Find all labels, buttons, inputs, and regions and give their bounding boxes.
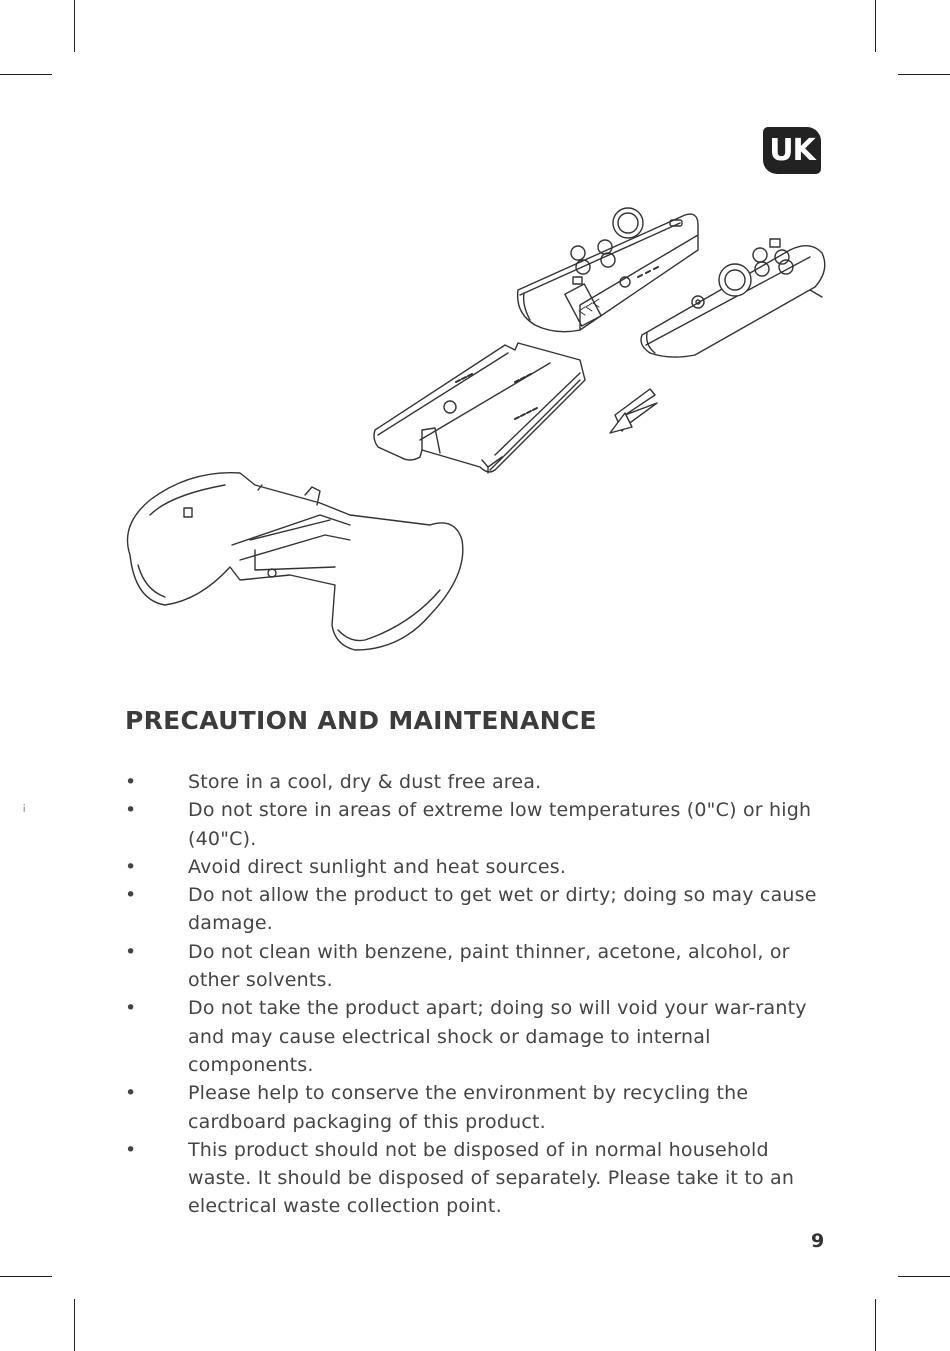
list-item-text: Store in a cool, dry & dust free area. — [188, 771, 542, 793]
crop-mark-top-left-horizontal — [0, 74, 52, 75]
page-number: 9 — [811, 1230, 825, 1252]
left-joycon-drawing — [518, 208, 698, 332]
list-item-text: Do not allow the product to get wet or dirty; doing so may cause damage. — [188, 884, 817, 935]
list-item-text: Do not store in areas of extreme low temperatures (0"C) or high (40"C). — [188, 799, 812, 850]
bullet: • — [125, 940, 137, 963]
list-item — [125, 1136, 830, 1221]
list-item — [125, 1079, 830, 1136]
controller-grip-illustration — [110, 195, 840, 665]
list-item-text: Please help to conserve the environment by recycling the cardboard packaging of this product. — [188, 1082, 749, 1133]
bullet: • — [125, 855, 137, 878]
crop-mark-bottom-right-horizontal — [898, 1276, 950, 1277]
list-item — [125, 881, 830, 938]
crop-mark-top-right-vertical — [875, 0, 876, 52]
bullet: • — [125, 799, 137, 822]
charging-dock-drawing — [374, 343, 585, 473]
crop-mark-top-right-horizontal — [898, 74, 950, 75]
bullet: • — [125, 997, 137, 1020]
crop-mark-bottom-left-vertical — [74, 1299, 75, 1351]
list-item — [125, 938, 830, 995]
section-heading: PRECAUTION AND MAINTENANCE — [125, 706, 597, 735]
margin-mark: ¡ — [22, 800, 27, 813]
list-item — [125, 853, 830, 881]
bullet: • — [125, 884, 137, 907]
language-badge: UK — [763, 127, 821, 174]
list-item-text: Avoid direct sunlight and heat sources. — [188, 855, 567, 878]
bullet: • — [125, 1082, 137, 1105]
bullet: • — [125, 771, 137, 793]
list-item-text: Do not clean with benzene, paint thinner, acetone, alcohol, or other solvents. — [188, 940, 790, 992]
crop-mark-top-left-vertical — [74, 0, 75, 52]
precautions-list — [125, 768, 830, 1221]
list-item — [125, 796, 830, 853]
list-item-text: Do not take the product apart; doing so will void your war-ranty and may cause electrical shock or damage to internal components. — [188, 997, 807, 1076]
direction-arrow-drawing — [610, 389, 657, 433]
grip-drawing — [128, 473, 463, 650]
bullet: • — [125, 1138, 137, 1161]
list-item — [125, 994, 830, 1079]
crop-mark-bottom-right-vertical — [875, 1299, 876, 1351]
list-item — [125, 768, 830, 796]
list-item-text: This product should not be disposed of in normal household waste. It should be disposed of separately. Please take it to an electrical waste collection point. — [188, 1138, 795, 1218]
crop-mark-bottom-left-horizontal — [0, 1276, 52, 1277]
